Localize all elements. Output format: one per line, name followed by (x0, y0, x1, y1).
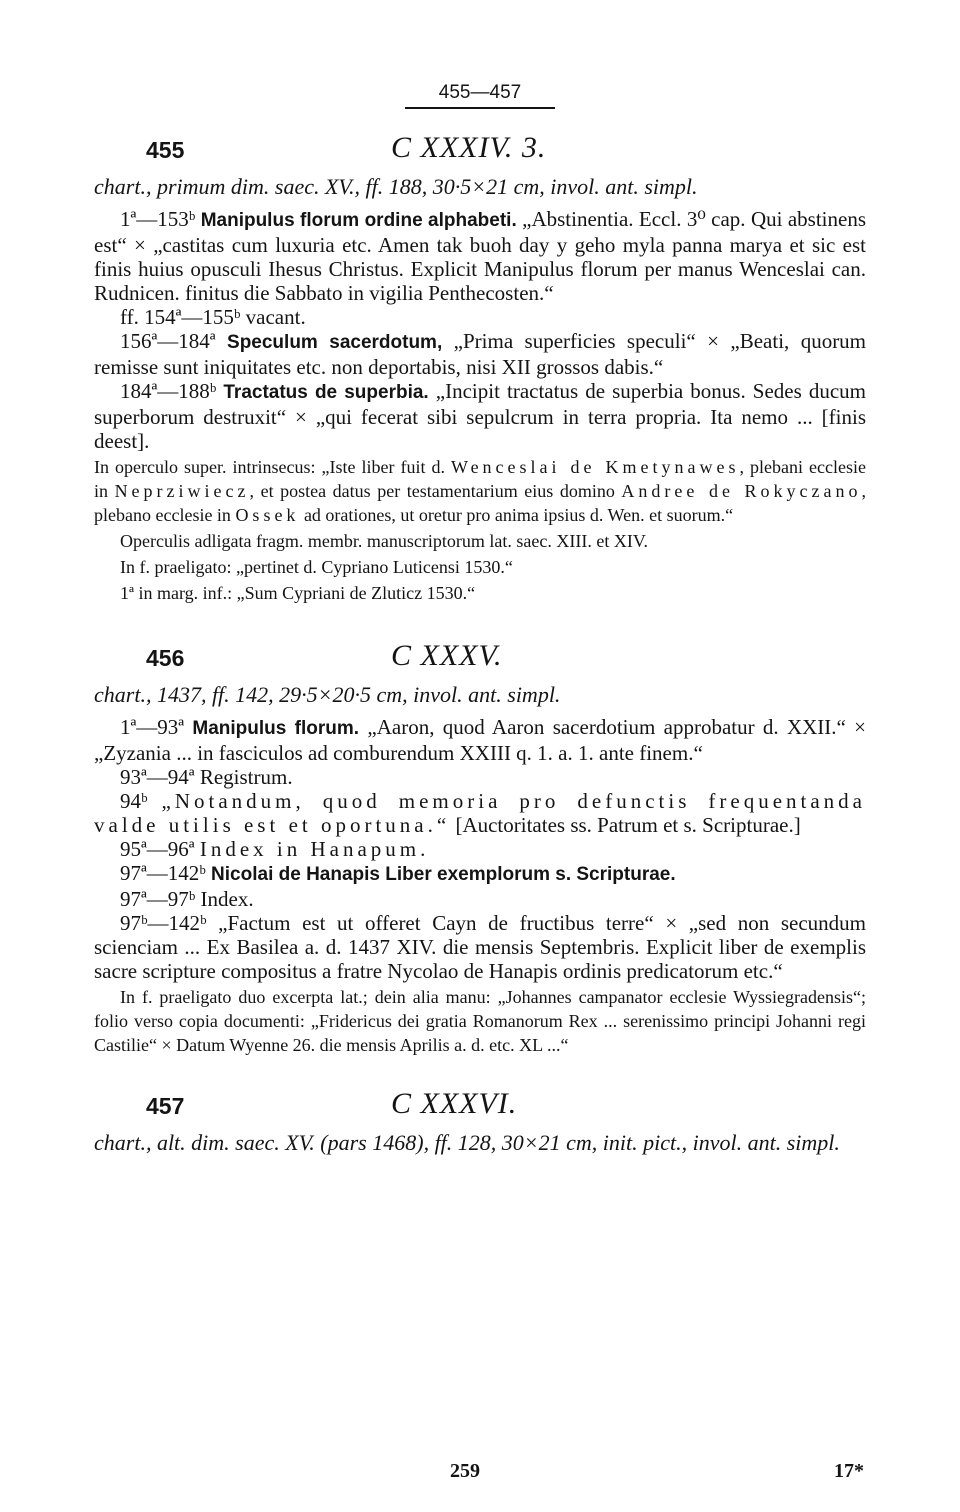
entry-description: chart., alt. dim. saec. XV. (pars 1468), ff. 128, 30×21 cm, init. pict., invol. ant. simpl. (94, 1130, 840, 1155)
entry-description: chart., 1437, ff. 142, 29·5×20·5 cm, invol. ant. simpl. (94, 682, 561, 707)
folio-ref: 97ª—142ᵇ (120, 861, 206, 885)
content-item (94, 329, 866, 379)
note-text: , plebano ecclesie in (94, 481, 866, 525)
content-item (94, 861, 866, 887)
page-footer (94, 1460, 866, 1490)
note-text: In operculo super. intrinsecus: „Iste liber fuit d. (94, 457, 452, 477)
folio-ref: ff. 154ª—155ᵇ (120, 305, 241, 329)
content-item (94, 911, 866, 983)
folio-ref: 184ª—188ᵇ (120, 379, 217, 403)
content-item (94, 305, 866, 329)
item-text: Registrum. (199, 765, 293, 789)
spaced-text: „Notandum, quod memoria pro defunctis frequentanda valde utilis est et oportuna.“ (94, 789, 867, 837)
content-item (94, 207, 866, 305)
folio-ref: 94ᵇ (120, 789, 148, 813)
page-number: 259 (450, 1460, 480, 1482)
item-title: Tractatus de superbia. (223, 382, 429, 403)
item-title: Manipulus florum. (192, 718, 360, 739)
item-text: „Factum est ut offeret Cayn de fructibus terre“ × „sed non secundum scienciam ... Ex Basilea a. d. 1437 XIV. die mensis Septembris. Explicit liber de exemplis sacre scripture compositus a fratre Nycolao de Hanapis ordinis predicatorum etc.“ (94, 911, 867, 983)
note-praeligato: In f. praeligato duo excerpta lat.; dein alia manu: „Johannes campanator ecclesie Wyssiegradensis“; folio verso copia documenti: „Fridericus dei gratia Romanorum Rex ... serenissimo principi Johanni regi Castilie“ × Datum Wyenne 26. die mensis Aprilis a. d. etc. XL ...“ (94, 987, 866, 1055)
folio-ref: 93ª—94ª (120, 765, 195, 789)
content-item (94, 715, 866, 765)
spaced-name: Ossek (235, 505, 300, 525)
spaced-name: Wenceslai de Kmetynawes (451, 457, 740, 477)
content-item (94, 379, 866, 453)
item-title: Nicolai de Hanapis Liber exemplorum s. Scripturae. (211, 864, 676, 885)
folio-ref: 1ª—153ᵇ (120, 207, 196, 231)
note-fragments: Operculis adligata fragm. membr. manuscriptorum lat. saec. XIII. et XIV. (120, 531, 649, 551)
spaced-text: Index in Hanapum. (199, 837, 430, 861)
folio-ref: 1ª—93ª (120, 715, 185, 739)
entry-signature: C XXXV. (391, 639, 503, 672)
entry-signature: C XXXVI. (391, 1087, 518, 1120)
spaced-name: Andree de Rokyczano (621, 481, 862, 501)
folio-ref: 95ª—96ª (120, 837, 195, 861)
content-item (94, 837, 866, 861)
entry-header (94, 1087, 866, 1127)
note-operculum (94, 455, 866, 527)
note-margin: 1ª in marg. inf.: „Sum Cypriani de Zluticz 1530.“ (120, 583, 476, 603)
content-item (94, 765, 866, 789)
content-item (94, 887, 866, 911)
item-text: [Auctoritates ss. Patrum et s. Scripturae.] (450, 813, 801, 837)
content-item (94, 789, 866, 837)
page (94, 82, 867, 1482)
folio-ref: 97ª—97ᵇ (120, 887, 196, 911)
entry-signature: C XXXIV. 3. (391, 131, 547, 164)
item-text: vacant. (245, 305, 306, 329)
item-text: Index. (200, 887, 254, 911)
item-text: „Prima superficies speculi“ × „Beati, quorum remisse sunt iniquitates etc. non deportabis, nisi XII grossos dabis.“ (94, 329, 867, 379)
spaced-name: Neprziwiecz (114, 481, 250, 501)
folio-ref: 97ᵇ—142ᵇ (120, 911, 207, 935)
entry-description: chart., primum dim. saec. XV., ff. 188, 30·5×21 cm, invol. ant. simpl. (94, 174, 698, 199)
entry-number: 455 (146, 137, 185, 163)
folio-ref: 156ª—184ª (120, 329, 216, 353)
entry-header (94, 639, 866, 679)
item-title: Speculum sacerdotum, (227, 332, 443, 353)
note-text: ad orationes, ut oretur pro anima ipsius d. Wen. et suorum.“ (299, 505, 734, 525)
entry-number: 456 (146, 645, 185, 671)
item-title: Manipulus florum ordine alphabeti. (200, 210, 517, 231)
note-text: , plebani ecclesie in (94, 457, 866, 501)
entry-header (94, 131, 866, 171)
item-text: „Aaron, quod Aaron sacerdotium approbatur d. XXII.“ × „Zyzania ... in fasciculos ad comburendum XXIII q. 1. a. 1. ante finem.“ (94, 715, 867, 765)
signature-mark: 17* (834, 1460, 864, 1482)
note-text: , et postea datus per testamentarium eius domino (249, 481, 622, 501)
item-text: „Incipit tractatus de superbia bonus. Sedes ducum superborum destruxit“ × „qui fecerat sibi sepulcrum in terra propria. Ita nemo ... [finis deest]. (94, 379, 867, 453)
item-text: „Abstinentia. Eccl. 3⁰ cap. Qui abstinens est“ × „castitas cum luxuria etc. Amen tak buoh day y geho myla panna marya et sic est finis huius opusculi Ihesus Christus. Explicit Manipulus florum per manus Wenceslai can. Rudnicen. finitus die Sabbato in vigilia Penthecosten.“ (94, 207, 866, 305)
note-praeligato: In f. praeligato: „pertinet d. Cypriano Luticensi 1530.“ (120, 557, 513, 577)
entry-number: 457 (146, 1093, 185, 1119)
running-head: 455—457 (405, 82, 555, 109)
